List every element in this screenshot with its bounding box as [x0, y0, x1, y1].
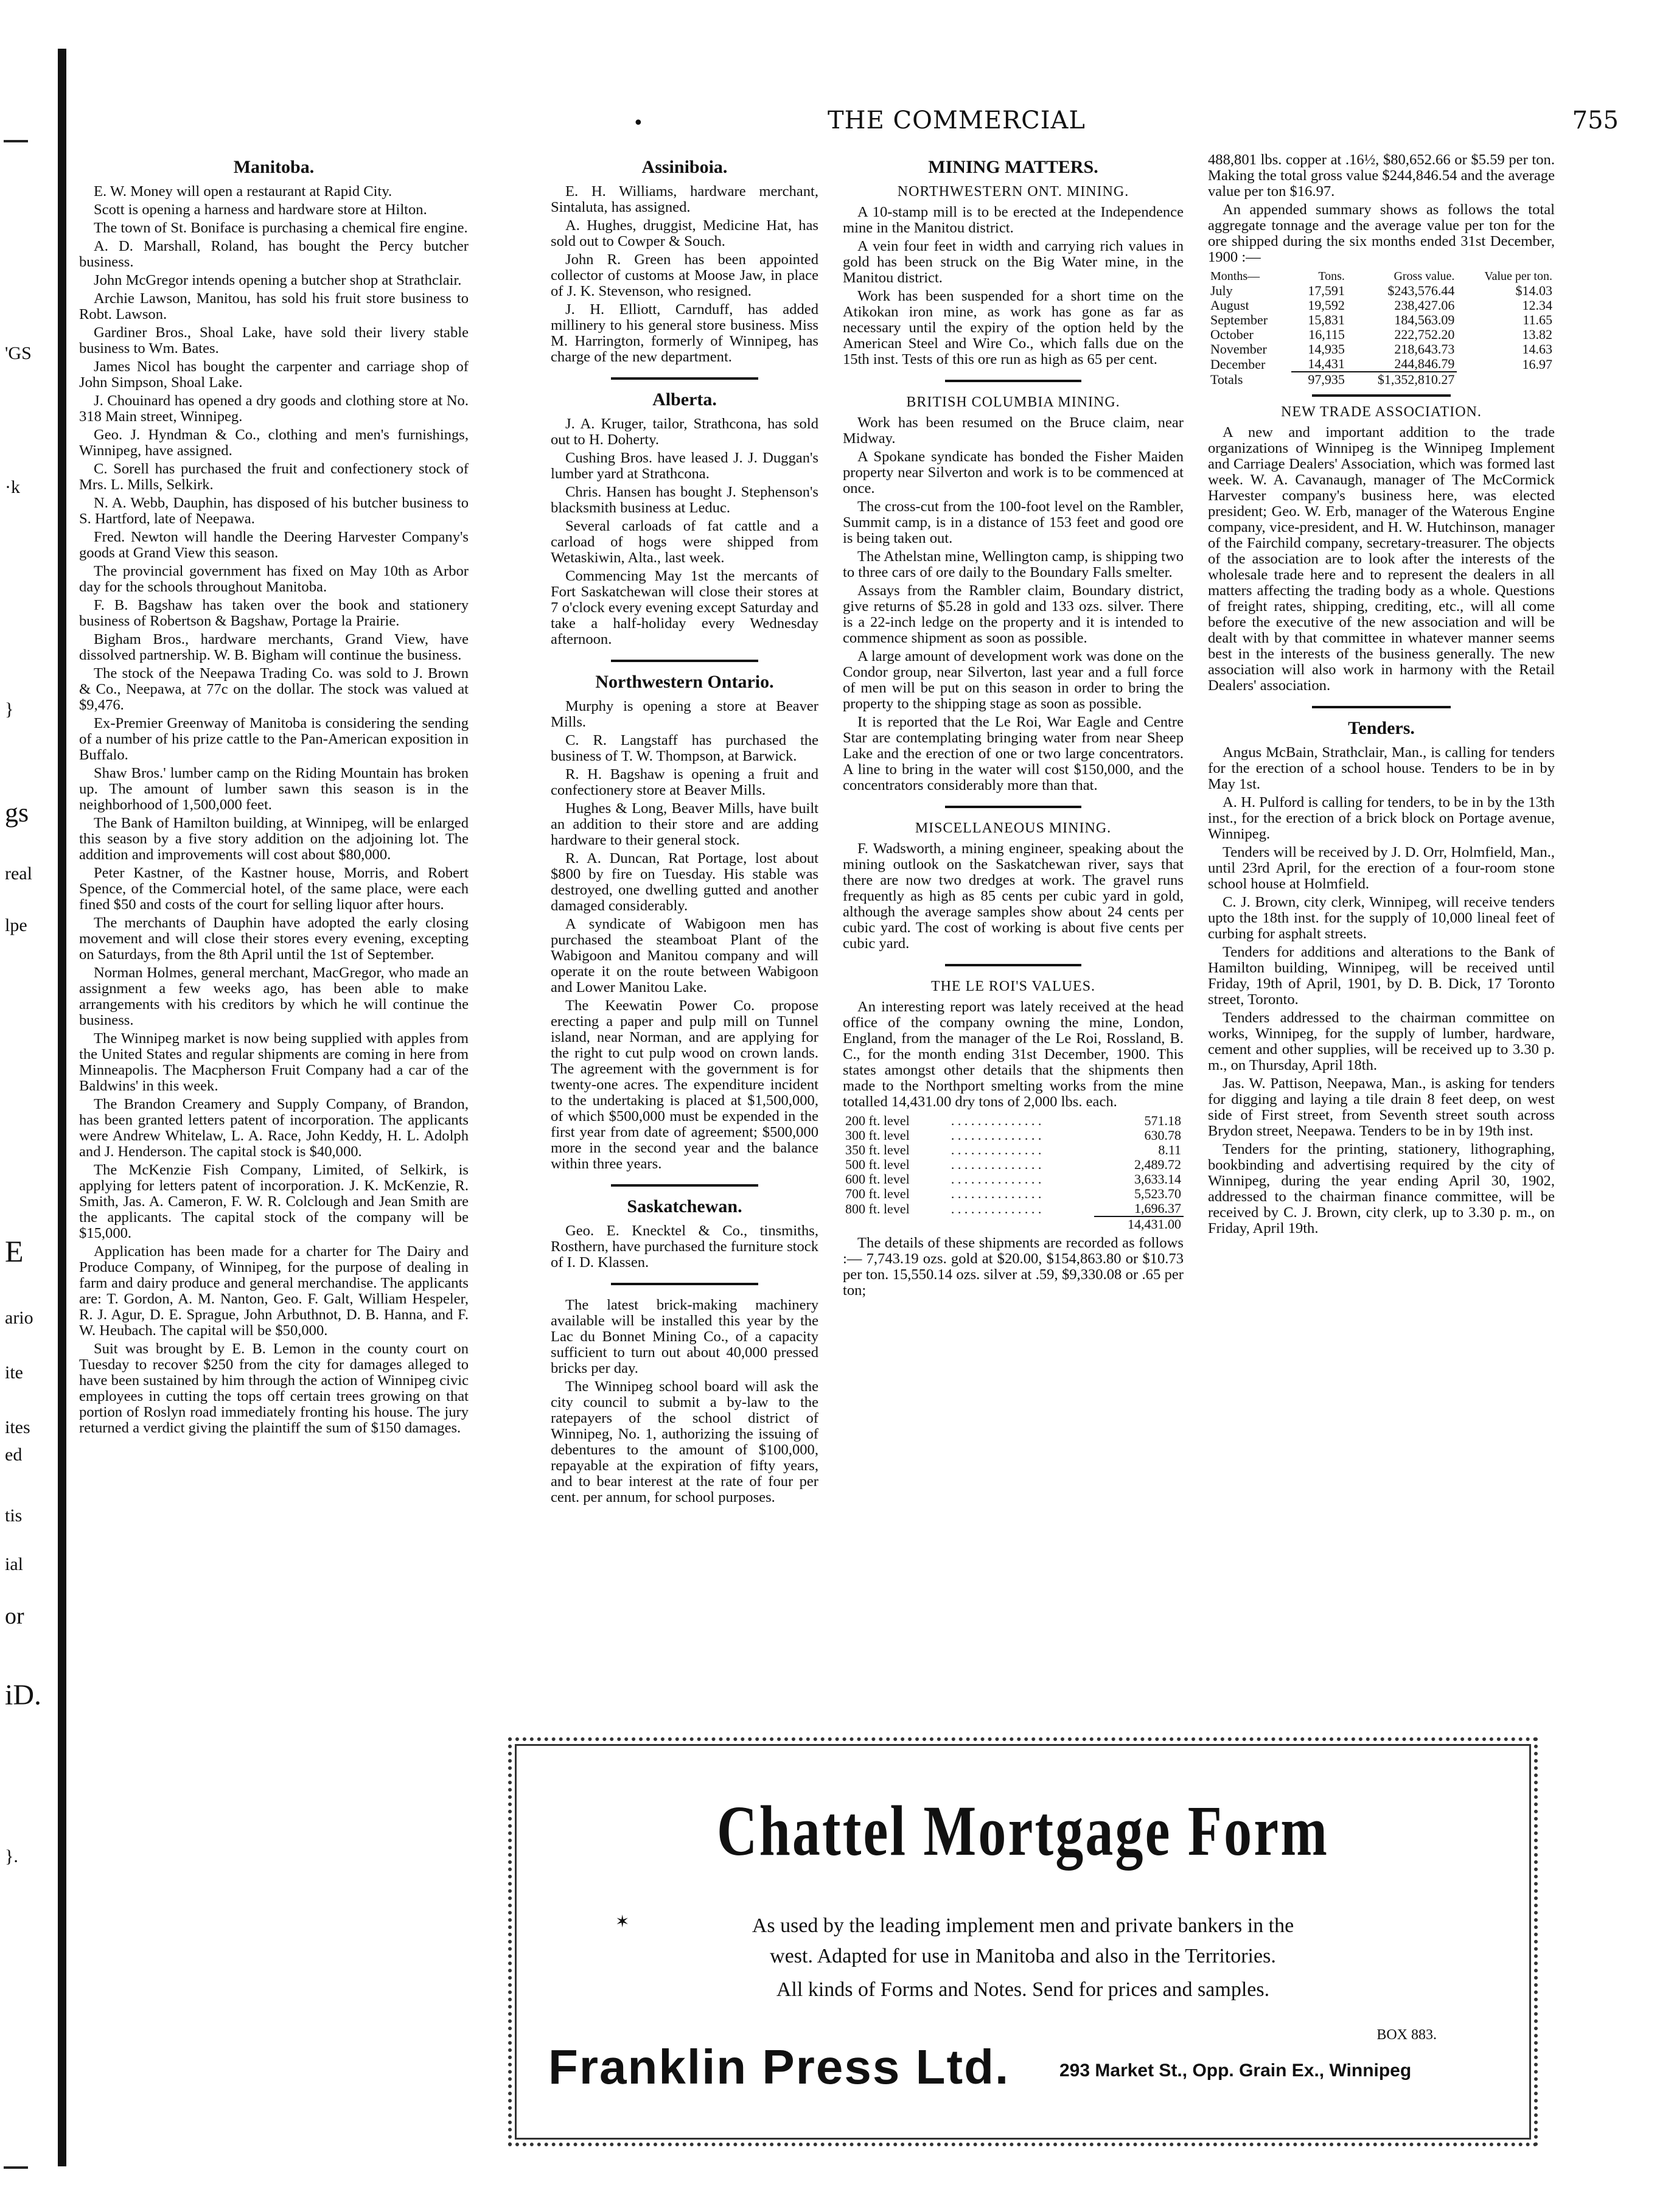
margin-fragment: real — [5, 864, 32, 884]
margin-tick — [4, 2166, 28, 2169]
per-ton-cell: 14.63 — [1522, 341, 1552, 357]
subsection-heading: MISCELLANEOUS MINING. — [915, 820, 1112, 836]
ad-ornament: ✶ — [615, 1911, 630, 1931]
month-cell: August — [1210, 298, 1249, 313]
tons-cell: 16,115 — [1308, 327, 1345, 342]
per-ton-cell: $14.03 — [1515, 283, 1552, 298]
gross-cell: 218,643.73 — [1394, 341, 1455, 357]
northwestern-mining-items — [843, 204, 1184, 368]
month-cell: September — [1210, 312, 1268, 327]
tons-cell: 5,523.70 — [1134, 1186, 1181, 1201]
ad-line: west. Adapted for use in Manitoba and also in the Territories. — [770, 1945, 1276, 1967]
table-row — [843, 1114, 1184, 1128]
column-regions — [551, 152, 818, 1508]
paragraph: John R. Green has been appointed collector of customs at Moose Jaw, in place of J. K. Stevenson, who resigned. — [551, 251, 818, 299]
month-cell: December — [1210, 356, 1266, 372]
paragraph: F. B. Bagshaw has taken over the book and stationery business of Robertson & Bagshaw, Portage la Prairie. — [79, 597, 469, 629]
paragraph: Assays from the Rambler claim, Boundary district, give returns of $5.28 in gold and 133 ozs. silver. There is a 22-inch ledge on the property and it is intended to commence shipment as soon as possible. — [843, 582, 1184, 646]
column-trade — [1208, 152, 1555, 1239]
paragraph: Application has been made for a charter for The Dairy and Produce Company, of Winnipeg, for the purpose of dealing in farm and dairy produce and general merchandise. The applicants are: T. Gordon, A. M. Nanton, Geo. F. Galt, William Hespeler, R. J. Agur, D. E. Sprague, John Arbuthnot, D. B. Hanna, and F. W. Heubach. The capital will be $50,000. — [79, 1243, 469, 1339]
paragraph: The town of St. Boniface is purchasing a chemical fire engine. — [94, 220, 468, 236]
level-cell: 600 ft. level — [845, 1171, 910, 1187]
table-row — [1208, 298, 1555, 313]
level-cell: 300 ft. level — [845, 1128, 910, 1143]
paragraph: C. Sorell has purchased the fruit and confectionery stock of Mrs. L. Mills, Selkirk. — [79, 461, 469, 493]
gross-cell: 184,563.09 — [1394, 312, 1455, 327]
month-cell: July — [1210, 283, 1233, 298]
paragraph: Gardiner Bros., Shoal Lake, have sold their livery stable business to Wm. Bates. — [79, 324, 469, 357]
paragraph: Jas. W. Pattison, Neepawa, Man., is asking for tenders for digging and laying a tile drain 8 feet deep, on west side of First street, from Seventh street south across Brydon street, Neepawa. Tenders to be in by 19th inst. — [1208, 1075, 1555, 1139]
paragraph: The stock of the Neepawa Trading Co. was sold to J. Brown & Co., Neepawa, at 77c on the dollar. The stock was valued at $9,476. — [79, 665, 469, 713]
margin-fragment: ·k — [5, 477, 20, 497]
paragraph: James Nicol has bought the carpenter and carriage shop of John Simpson, Shoal Lake. — [79, 358, 469, 391]
paragraph: A. D. Marshall, Roland, has bought the Percy butcher business. — [79, 238, 469, 270]
paragraph: An appended summary shows as follows the total aggregate tonnage and the average value per ton for the ore shipped during the six months ended 31st December, 1900 :— — [1208, 201, 1555, 265]
margin-fragment: ario — [5, 1308, 33, 1328]
tons-cell: 2,489.72 — [1134, 1157, 1181, 1172]
paragraph: The details of these shipments are recorded as follows :— 7,743.19 ozs. gold at $20.00, $154,863.80 or $10.73 per ton. 15,550.14 ozs. silver at .59, $9,330.08 or .65 per ton; — [843, 1235, 1184, 1299]
column-header: Gross value. — [1394, 270, 1455, 283]
margin-fragment: ed — [5, 1445, 23, 1465]
totals-label: Totals — [1210, 371, 1243, 387]
section-heading: MINING MATTERS. — [928, 157, 1098, 177]
tons-cell: 19,592 — [1308, 298, 1345, 313]
per-ton-cell: 16.97 — [1522, 356, 1552, 372]
margin-fragment: gs — [5, 798, 29, 828]
table-row — [843, 1128, 1184, 1143]
month-cell: October — [1210, 327, 1254, 342]
dot-leader: . . . . . . . . . . . . . . — [951, 1186, 1042, 1201]
page-number: 755 — [1572, 106, 1619, 134]
paragraph: Shaw Bros.' lumber camp on the Riding Mountain has broken up. The amount of lumber sawn this season is in the neighborhood of 1,500,000 feet. — [79, 765, 469, 813]
table-row — [1208, 357, 1555, 372]
margin-fragment: 'GS — [5, 343, 32, 363]
ad-line: All kinds of Forms and Notes. Send for prices and samples. — [776, 1978, 1270, 2001]
paragraph: J. H. Elliott, Carnduff, has added millinery to his general store business. Miss M. Harrington, formerly of Winnipeg, has charge of the new department. — [551, 301, 818, 365]
month-cell: November — [1210, 341, 1267, 357]
paragraph: A large amount of development work was done on the Condor group, near Silverton, last year and a full force of men will be put on this season in order to bring the property to the shipping stage as soon as possible. — [843, 648, 1184, 712]
margin-fragment: iD. — [5, 1679, 41, 1711]
paragraph: The Athelstan mine, Wellington camp, is shipping two to three cars of ore daily to the Boundary Falls smelter. — [843, 548, 1184, 581]
gross-cell: 222,752.20 — [1394, 327, 1455, 342]
divider — [1312, 394, 1451, 397]
chattel-mortgage-advertisement — [508, 1737, 1538, 2146]
column-header: Value per ton. — [1484, 270, 1552, 283]
paragraph: It is reported that the Le Roi, War Eagle and Centre Star are contemplating bringing water from near Sheep Lake and the erection of one or two large concentrators. A line to bring in the water will cost $150,000, and the concentrators considerably more than that. — [843, 714, 1184, 794]
paragraph: J. Chouinard has opened a dry goods and clothing store at No. 318 Main street, Winnipeg. — [79, 393, 469, 425]
dot-leader: . . . . . . . . . . . . . . — [951, 1128, 1042, 1143]
paragraph: A new and important addition to the trade organizations of Winnipeg is the Winnipeg Implement and Carriage Dealers' Association, which was formed last week. W. A. Cavanaugh, manager of The McCormick Harvester company's business here, was elected president; Geo. W. Erb, manager of the Waterous Engine company, vice-president, and H. W. Hutchinson, manager of the Fairchild company, secretary-treasurer. The objects of the association are to look after the interests of the wholesale trade here and to represent the dealers in all matters affecting the trading body as a whole. Questions of freight rates, shipping, crediting, etc., will all come before the executive of the new association and will be dealt with by that committee in whatever manner seems best in the interests of the business generally. The new association will also work in harmony with the Retail Dealers' association. — [1208, 424, 1555, 694]
paragraph: R. A. Duncan, Rat Portage, lost about $800 by fire on Tuesday. His stable was destroyed, one dwelling gutted and another damaged considerably. — [551, 850, 818, 914]
dot-leader: . . . . . . . . . . . . . . — [951, 1113, 1042, 1128]
level-cell: 800 ft. level — [845, 1201, 910, 1216]
paragraph: A. Hughes, druggist, Medicine Hat, has sold out to Cowper & Souch. — [551, 217, 818, 249]
paragraph: Cushing Bros. have leased J. J. Duggan's lumber yard at Strathcona. — [551, 450, 818, 482]
divider — [1312, 706, 1451, 708]
ad-address: 293 Market St., Opp. Grain Ex., Winnipeg — [1059, 2060, 1412, 2081]
subsection-heading: NEW TRADE ASSOCIATION. — [1281, 404, 1482, 420]
paragraph: C. R. Langstaff has purchased the business of T. W. Thompson, at Barwick. — [551, 732, 818, 764]
paragraph: Tenders for additions and alterations to the Bank of Hamilton building, Winnipeg, will be received until Friday, 19th of April, 1901, by D. B. Dick, 17 Toronto street, Toronto. — [1208, 944, 1555, 1008]
paragraph: An interesting report was lately received at the head office of the company owning the mine, London, England, from the manager of the Le Roi, Rossland, B. C., for the month ending 31st December, 1900. This states amongst other details that the shipments then made to the Northport smelting works from the mine totalled 14,431.00 dry tons of 2,000 lbs. each. — [843, 999, 1184, 1110]
paragraph: Work has been suspended for a short time on the Atikokan iron mine, as work has gone as far as necessary until the expiry of the option held by the American Steel and Wire Co., which falls due on the 15th inst. Tests of this ore run as high as 65 per cent. — [843, 288, 1184, 368]
table-header-row — [1208, 269, 1555, 284]
dot-leader: . . . . . . . . . . . . . . — [951, 1201, 1042, 1216]
header-dot: • — [633, 113, 644, 134]
margin-tick — [4, 140, 28, 142]
margin-fragment: or — [5, 1603, 24, 1629]
paragraph: The Winnipeg market is now being supplied with apples from the United States and regular shipments are coming in here from Minneapolis. The Macpherson Fruit Company had a car of the Baldwins' in this week. — [79, 1030, 469, 1094]
region-sections — [551, 159, 818, 1505]
paragraph: The merchants of Dauphin have adopted the early closing movement and will close their stores every evening, excepting on Saturdays, from the 8th April until the 1st of September. — [79, 915, 469, 963]
paragraph: John McGregor intends opening a butcher shop at Strathclair. — [94, 272, 462, 288]
paragraph: Peter Kastner, of the Kastner house, Morris, and Robert Spence, of the Commercial hotel, of the same place, were each fined $50 and costs of the court for selling liquor after hours. — [79, 865, 469, 913]
paragraph: A Spokane syndicate has bonded the Fisher Maiden property near Silverton and work is to be commenced at once. — [843, 448, 1184, 497]
publication-title: THE COMMERCIAL — [828, 106, 1086, 134]
paragraph: The cross-cut from the 100-foot level on the Rambler, Summit camp, is in a distance of 153 feet and good ore is being taken out. — [843, 498, 1184, 546]
divider — [611, 660, 758, 662]
divider — [611, 1283, 758, 1285]
paragraph: E. W. Money will open a restaurant at Rapid City. — [94, 183, 392, 200]
divider — [945, 806, 1081, 808]
subsection-heading: THE LE ROI'S VALUES. — [930, 979, 1096, 994]
margin-fragment: lpe — [5, 915, 27, 935]
margin-fragment: ites — [5, 1417, 30, 1437]
paragraph: The latest brick-making machinery available will be installed this year by the Lac du Bonnet Mining Co., of a capacity sufficient to turn out about 40,000 pressed bricks per day. — [551, 1297, 818, 1376]
section-heading: Manitoba. — [233, 157, 315, 177]
column-header: Months— — [1210, 270, 1260, 283]
subsection-heading: BRITISH COLUMBIA MINING. — [906, 394, 1120, 410]
paragraph: N. A. Webb, Dauphin, has disposed of his butcher business to S. Hartford, late of Neepawa. — [79, 495, 469, 527]
total-cell: 14,431.00 — [1094, 1216, 1184, 1232]
paragraph: The McKenzie Fish Company, Limited, of Selkirk, is applying for letters patent of incorporation. J. K. McKenzie, R. Smith, Jas. A. Cameron, F. W. R. Colclough and Jean Smith are the applicants. The capital stock of the company will be $15,000. — [79, 1162, 469, 1241]
table-total-row — [1208, 372, 1555, 387]
manitoba-items — [79, 184, 469, 1436]
paragraph: The Bank of Hamilton building, at Winnipeg, will be enlarged this season by a five story addition on the adjoining lot. The addition and improvements will cost about $80,000. — [79, 815, 469, 863]
level-cell: 200 ft. level — [845, 1113, 910, 1128]
divider — [611, 1184, 758, 1187]
section-heading: Assiniboia. — [641, 157, 728, 177]
divider — [945, 380, 1081, 382]
paragraph: Fred. Newton will handle the Deering Harvester Company's goods at Grand View this season. — [79, 529, 469, 561]
margin-fragment: E — [5, 1234, 24, 1268]
totals-tons: 97,935 — [1291, 372, 1347, 387]
table-row — [1208, 313, 1555, 327]
paragraph: E. H. Williams, hardware merchant, Sintaluta, has assigned. — [551, 183, 818, 215]
per-ton-cell: 12.34 — [1522, 298, 1552, 313]
paragraph: Bigham Bros., hardware merchants, Grand View, have dissolved partnership. W. B. Bigham will continue the business. — [79, 631, 469, 663]
ad-title: Chattel Mortgage Form — [716, 1791, 1330, 1871]
paragraph: Chris. Hansen has bought J. Stephenson's blacksmith business at Leduc. — [551, 484, 818, 516]
table-row — [843, 1172, 1184, 1187]
tons-cell: 14,431 — [1308, 356, 1345, 371]
paragraph: A. H. Pulford is calling for tenders, to be in by the 13th inst., for the erection of a brick block on Portage avenue, Winnipeg. — [1208, 794, 1555, 842]
tons-cell: 14,935 — [1308, 341, 1345, 357]
tenders-items — [1208, 745, 1555, 1237]
tons-cell: 17,591 — [1308, 283, 1345, 298]
subsection-heading: NORTHWESTERN ONT. MINING. — [897, 184, 1129, 200]
margin-fragment: tis — [5, 1505, 23, 1526]
paragraph: Hughes & Long, Beaver Mills, have built an addition to their store and are adding hardware to their general stock. — [551, 800, 818, 848]
divider — [945, 964, 1081, 966]
table-row — [1208, 342, 1555, 357]
running-header — [134, 106, 1619, 137]
tons-cell: 1,696.37 — [1134, 1201, 1181, 1216]
paragraph: Work has been resumed on the Bruce claim, near Midway. — [843, 414, 1184, 447]
tons-cell: 8.11 — [1158, 1142, 1181, 1157]
table-row — [843, 1201, 1184, 1216]
ad-line: As used by the leading implement men and private bankers in the — [752, 1914, 1294, 1937]
tons-cell: 3,633.14 — [1134, 1171, 1181, 1187]
gross-cell: 244,846.79 — [1394, 356, 1455, 371]
divider — [611, 377, 758, 380]
levels-table — [843, 1114, 1184, 1232]
dot-leader: . . . . . . . . . . . . . . — [951, 1171, 1042, 1187]
misc-mining-items — [843, 841, 1184, 952]
paragraph: The Keewatin Power Co. propose erecting a paper and pulp mill on Tunnel island, near Norman, and are applying for the right to cut pulp wood on crown lands. The agreement with the government is for twenty-one acres. The expenditure incident to the undertaking is placed at $1,500,000, of which $500,000 must be expended in the first year from date of agreement; $500,000 more in the second year and the balance within three years. — [551, 997, 818, 1172]
table-row — [1208, 284, 1555, 298]
margin-fragment: } — [5, 699, 14, 719]
section-heading: Alberta. — [652, 389, 717, 410]
column-header: Tons. — [1318, 270, 1345, 283]
ad-company: Franklin Press Ltd. — [548, 2040, 1010, 2094]
table-total-row — [843, 1216, 1184, 1232]
paragraph: A 10-stamp mill is to be erected at the Independence mine in the Manitou district. — [843, 204, 1184, 236]
paragraph: R. H. Bagshaw is opening a fruit and confectionery store at Beaver Mills. — [551, 766, 818, 798]
paragraph: Norman Holmes, general merchant, MacGregor, who made an assignment a few weeks ago, has been able to make arrangements with his creditors by which he will continue the business. — [79, 965, 469, 1028]
tons-cell: 571.18 — [1144, 1113, 1181, 1128]
section-heading: Tenders. — [1348, 718, 1415, 738]
paragraph: The Winnipeg school board will ask the city council to submit a by-law to the ratepayers of the school district of Winnipeg, No. 1, authorizing the issuing of debentures to the amount of $100,000, repayable at the expiration of fifty years, and to bear interest at the rate of four per cent. per annum, for school purposes. — [551, 1378, 818, 1505]
paragraph: Angus McBain, Strathclair, Man., is calling for tenders for the erection of a school house. Tenders to be in by May 1st. — [1208, 744, 1555, 792]
paragraph: 488,801 lbs. copper at .16½, $80,652.66 or $5.59 per ton. Making the total gross value $244,846.54 and the average value per ton $16.97. — [1208, 152, 1555, 200]
section-heading: Northwestern Ontario. — [595, 672, 774, 692]
paragraph: A syndicate of Wabigoon men has purchased the steamboat Plant of the Wabigoon and Manitou company and will operate it on the route between Wabigoon and Lower Manitou Lake. — [551, 916, 818, 996]
paragraph: Tenders addressed to the chairman committee on works, Winnipeg, for the supply of lumber, hardware, cement and other supplies, will be received up to 3.30 p. m., on Thursday, April 18th. — [1208, 1010, 1555, 1073]
paragraph: Scott is opening a harness and hardware store at Hilton. — [94, 201, 427, 218]
margin-fragment: }. — [5, 1846, 18, 1866]
gross-cell: $243,576.44 — [1387, 283, 1455, 298]
dot-leader: . . . . . . . . . . . . . . — [951, 1142, 1042, 1157]
column-manitoba — [79, 152, 469, 1439]
level-cell: 500 ft. level — [845, 1157, 910, 1172]
table-row — [843, 1187, 1184, 1201]
paragraph: C. J. Brown, city clerk, Winnipeg, will receive tenders upto the 18th inst. for the supply of 10,000 lineal feet of curbing for asphalt streets. — [1208, 894, 1555, 942]
paragraph: F. Wadsworth, a mining engineer, speaking about the mining outlook on the Saskatchewan river, says that there are now two dredges at work. The gravel runs frequently as high as 85 cents per cubic yard in gold, although the average samples show about 24 cents per cubic yard. The cost of working is about five cents per cubic yard. — [843, 840, 1184, 952]
adjacent-page-margin — [0, 0, 67, 2212]
paragraph: Tenders will be received by J. D. Orr, Holmfield, Man., until 23rd April, for the erection of a four-room stone school house at Holmfield. — [1208, 844, 1555, 892]
table-row — [843, 1157, 1184, 1172]
margin-fragment: ial — [5, 1554, 23, 1574]
paragraph: A vein four feet in width and carrying rich values in gold has been struck on the Big Water mine, in the Manitou district. — [843, 238, 1184, 286]
paragraph: Commencing May 1st the mercants of Fort Saskatchewan will close their stores at 7 o'clock every evening except Saturday and take a half-holiday every Wednesday afternoon. — [551, 568, 818, 647]
ad-box-number: BOX 883. — [1376, 2027, 1437, 2043]
per-ton-cell: 11.65 — [1523, 312, 1552, 327]
paragraph: Ex-Premier Greenway of Manitoba is considering the sending of a number of his prize cattle to the Pan-American exposition in Buffalo. — [79, 715, 469, 763]
paragraph: J. A. Kruger, tailor, Strathcona, has sold out to H. Doherty. — [551, 416, 818, 448]
paragraph: Archie Lawson, Manitou, has sold his fruit store business to Robt. Lawson. — [79, 290, 469, 323]
column-mining — [843, 152, 1184, 1301]
paragraph: Tenders for the printing, stationery, lithographing, bookbinding and advertising required by the city of Winnipeg, during the year ending April 30, 1902, addressed to the chairman finance committee, will be received by C. J. Brown, city clerk, up to 3.30 p. m., on Friday, April 19th. — [1208, 1141, 1555, 1237]
monthly-summary-table — [1208, 269, 1555, 387]
paragraph: Geo. E. Knecktel & Co., tinsmiths, Rosthern, have purchased the furniture stock of I. D. Klassen. — [551, 1223, 818, 1271]
tons-cell: 630.78 — [1144, 1128, 1181, 1143]
margin-fragment: ite — [5, 1362, 23, 1383]
paragraph: The Brandon Creamery and Supply Company, of Brandon, has been granted letters patent of incorporation. The applicants were Andrew Whitelaw, L. A. Race, John Keddy, H. L. Adolph and J. Henderson. The capital stock is $40,000. — [79, 1096, 469, 1160]
dot-leader: . . . . . . . . . . . . . . — [951, 1157, 1042, 1172]
gross-cell: 238,427.06 — [1394, 298, 1455, 313]
table-row — [1208, 327, 1555, 342]
paragraph: Murphy is opening a store at Beaver Mills. — [551, 698, 818, 730]
paragraph: Several carloads of fat cattle and a carload of hogs were shipped from Wetaskiwin, Alta., last week. — [551, 518, 818, 566]
totals-gross: $1,352,810.27 — [1347, 372, 1457, 387]
paragraph: Suit was brought by E. B. Lemon in the county court on Tuesday to recover $250 from the city for damages alleged to have been sustained by him through the action of Winnipeg civic employees in cutting the tops off certain trees growing on that portion of Roslyn road immediately fronting his house. The jury returned a verdict giving the plaintiff the sum of $150 damages. — [79, 1341, 469, 1436]
tons-cell: 15,831 — [1308, 312, 1345, 327]
level-cell: 700 ft. level — [845, 1186, 910, 1201]
level-cell: 350 ft. level — [845, 1142, 910, 1157]
paragraph: Geo. J. Hyndman & Co., clothing and men's furnishings, Winnipeg, have assigned. — [79, 427, 469, 459]
binding-rule — [58, 49, 66, 2166]
table-row — [843, 1143, 1184, 1157]
paragraph: The provincial government has fixed on May 10th as Arbor day for the schools throughout Manitoba. — [79, 563, 469, 595]
section-heading: Saskatchewan. — [627, 1196, 742, 1216]
bc-mining-items — [843, 415, 1184, 794]
per-ton-cell: 13.82 — [1522, 327, 1552, 342]
